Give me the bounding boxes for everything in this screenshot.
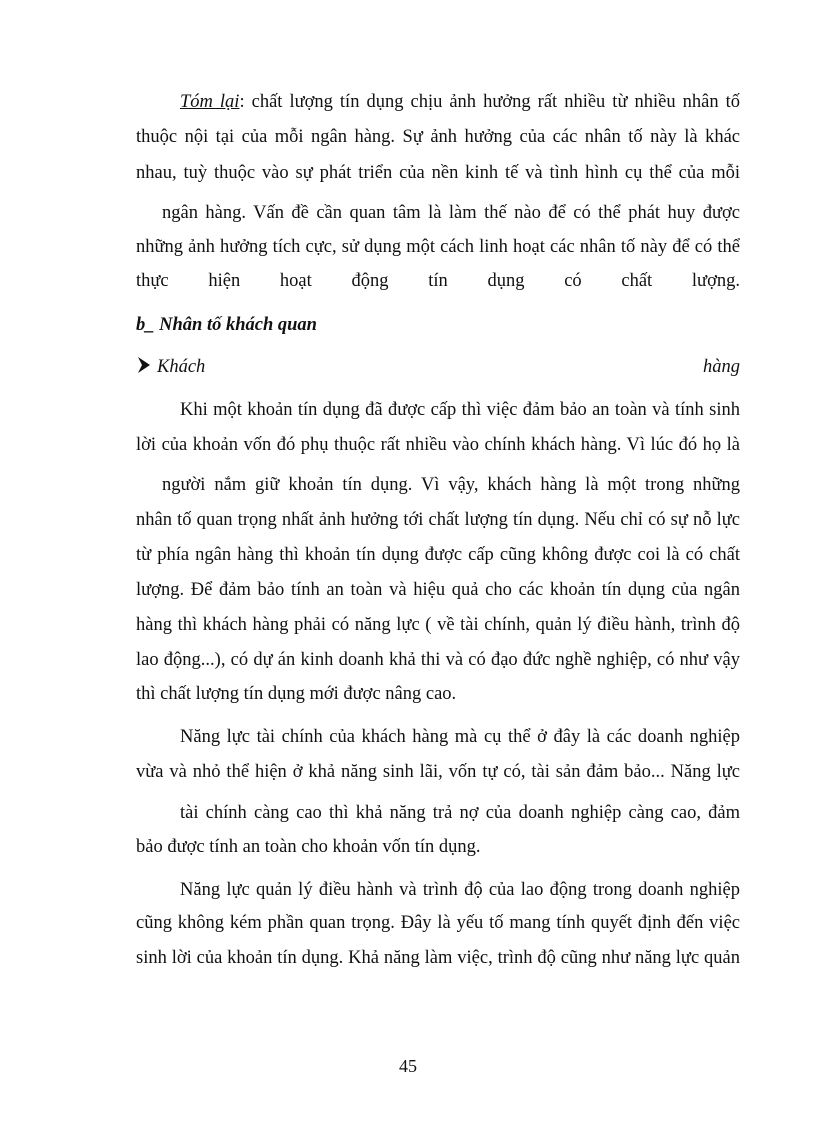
summary-line-5: những ảnh hưởng tích cực, sử dụng một cách linh hoạt các nhân tố này để có thể — [136, 237, 740, 257]
para2-line-2: vừa và nhỏ thể hiện ở khả năng sinh lãi, vốn tự có, tài sản đảm bảo... Năng lực — [136, 762, 740, 782]
para1-line-5: từ phía ngân hàng thì khoản tín dụng được cấp cũng không được coi là có chất — [136, 545, 740, 565]
para3-line-2: cũng không kém phần quan trọng. Đây là yếu tố mang tính quyết định đến việc — [136, 913, 740, 933]
summary-line-1 — [180, 89, 740, 115]
para1-line-6: lượng. Để đảm bảo tính an toàn và hiệu quả cho các khoản tín dụng của ngân — [136, 580, 740, 600]
page-number: 45 — [399, 1056, 417, 1076]
summary-line-3: nhau, tuỳ thuộc vào sự phát triển của nền kinh tế và tình hình cụ thể của mỗi — [136, 163, 740, 183]
bullet-label-left: Khách — [157, 357, 206, 377]
para2-line-1: Năng lực tài chính của khách hàng mà cụ thể ở đây là các doanh nghiệp — [180, 727, 740, 747]
summary-line-1-text: : chất lượng tín dụng chịu ảnh hưởng rất nhiều từ nhiều nhân tố — [239, 92, 740, 112]
para1-line-4: nhân tố quan trọng nhất ảnh hưởng tới chất lượng tín dụng. Nếu chỉ có sự nỗ lực — [136, 510, 740, 530]
summary-label: Tóm lại — [180, 92, 240, 112]
summary-line-4: ngân hàng. Vấn đề cần quan tâm là làm thế nào để có thể phát huy được — [162, 203, 740, 223]
para2-line-3: tài chính càng cao thì khả năng trả nợ của doanh nghiệp càng cao, đảm — [180, 803, 740, 823]
section-heading: b_ Nhân tố khách quan — [136, 315, 317, 335]
para1-line-9: thì chất lượng tín dụng mới được nâng cao. — [136, 684, 457, 704]
bullet-row — [136, 354, 740, 380]
para1-line-3: người nắm giữ khoản tín dụng. Vì vậy, khách hàng là một trong những — [162, 475, 740, 495]
para1-line-8: lao động...), có dự án kinh doanh khả thi và có đạo đức nghề nghiệp, có như vậy — [136, 650, 740, 670]
summary-line-6: thực hiện hoạt động tín dụng có chất lượng. — [136, 271, 740, 291]
para1-line-2: lời của khoản vốn đó phụ thuộc rất nhiều vào chính khách hàng. Vì lúc đó họ là — [136, 435, 740, 455]
para2-line-4: bảo được tính an toàn cho khoản vốn tín dụng. — [136, 837, 481, 857]
para1-line-1: Khi một khoản tín dụng đã được cấp thì việc đảm bảo an toàn và tính sinh — [180, 400, 740, 420]
para3-line-3: sinh lời của khoản tín dụng. Khả năng làm việc, trình độ cũng như năng lực quản — [136, 948, 740, 968]
para1-line-7: hàng thì khách hàng phải có năng lực ( về tài chính, quản lý điều hành, trình độ — [136, 615, 740, 635]
summary-line-2: thuộc nội tại của mỗi ngân hàng. Sự ảnh hưởng của các nhân tố này là khác — [136, 127, 740, 147]
para3-line-1: Năng lực quản lý điều hành và trình độ của lao động trong doanh nghiệp — [180, 880, 740, 900]
arrow-bullet-icon — [136, 355, 152, 375]
bullet-label-right: hàng — [703, 357, 740, 377]
